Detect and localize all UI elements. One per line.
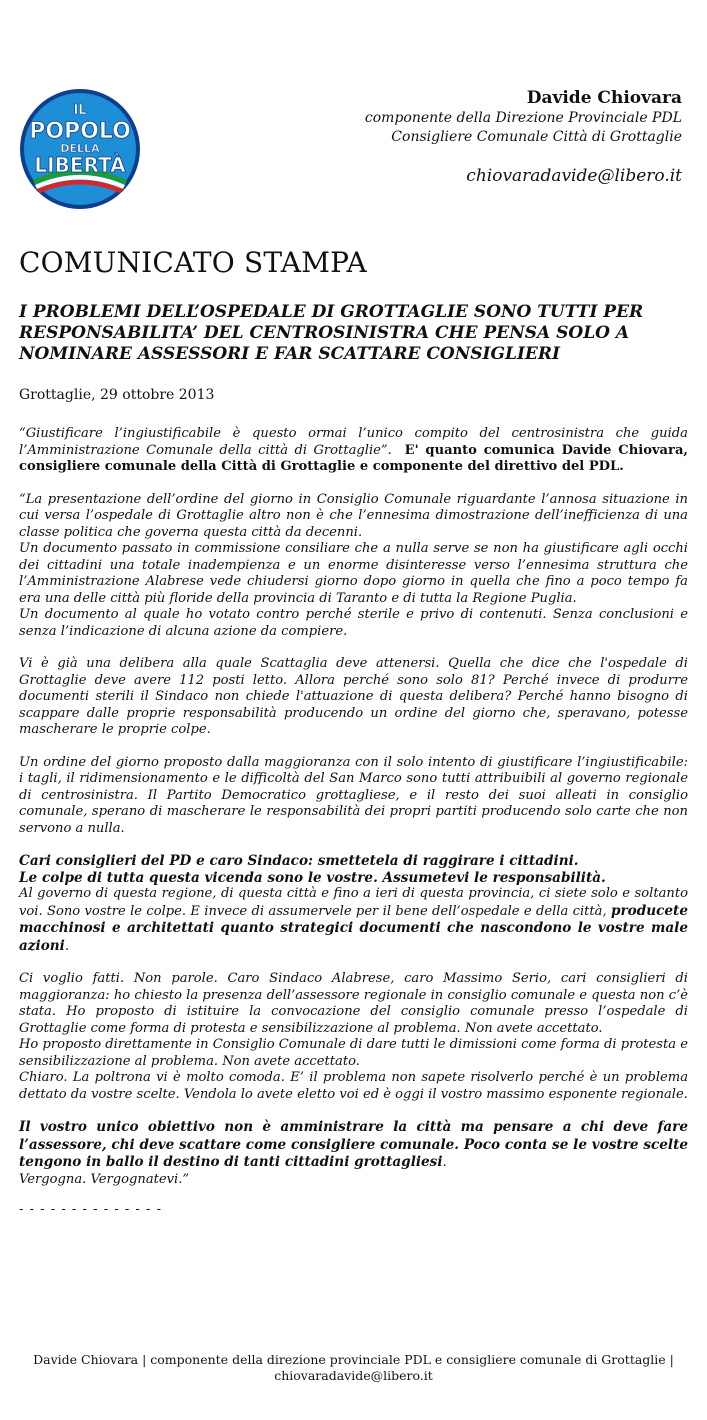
- author-role-1: componente della Direzione Provinciale PDL: [364, 110, 682, 126]
- document-body: [19, 426, 688, 1219]
- author-email: chiovaradavide@libero.it: [466, 166, 682, 186]
- separator-line: - - - - - - - - - - - - - -: [19, 1202, 163, 1217]
- paragraph-13: Vergogna. Vergognatevi.”: [19, 1171, 190, 1187]
- logo-text-liberta: LIBERTÀ: [34, 153, 126, 177]
- paragraph-12: [19, 1119, 688, 1172]
- paragraph-7b: Le colpe di tutta questa vicenda sono le vostre. Assumetevi le responsabilità.: [19, 869, 606, 886]
- paragraph-8: [19, 886, 688, 955]
- paragraph-12-bold: Il vostro unico obiettivo non è amministrare la città ma pensare a chi deve fare l’assessore, chi deve scattare come consigliere comunale. Poco conta se le vostre scelte tengono in ballo il destino di tanti cittadini grottagliesi: [19, 1119, 688, 1170]
- logo-text-il: IL: [73, 103, 87, 118]
- author-role-2: Consigliere Comunale Città di Grottaglie: [391, 129, 682, 145]
- footer-line-2: chiovaradavide@libero.it: [274, 1368, 433, 1383]
- opening-attribution: E' quanto comunica Davide Chiovara, consigliere comunale della Città di Grottaglie e componente del direttivo del PDL.: [19, 442, 688, 474]
- pdl-logo: [19, 88, 141, 210]
- paragraph-8-end: .: [64, 938, 69, 954]
- paragraph-8-bold: producete macchinosi e architettati quanto strategici documenti che nascondono le vostre male azioni: [19, 902, 688, 954]
- paragraph-6: Un ordine del giorno proposto dalla maggioranza con il solo intento di giustificare l’ingiustificabile: i tagli, il ridimensionamento e le difficoltà del San Marco sono tutti attribuibili al governo regionale di centrosinistra. Il Partito Democratico grottagliese, e il resto dei suoi alleati in consiglio comunale, sperano di mascherare le responsabilità dei propri partiti producendo solo carte che non servono a nulla.: [19, 754, 688, 836]
- letterhead: [365, 87, 682, 187]
- page-footer: [0, 1352, 707, 1384]
- paragraph-5: Vi è già una delibera alla quale Scattaglia deve attenersi. Quella che dice che l'ospedale di Grottaglie deve avere 112 posti letto. Allora perché sono solo 81? Perché invece di produrre documenti sterili il Sindaco non chiede l'attuazione di questa delibera? Perché hanno bisogno di scappare dalle proprie responsabilità producendo un ordine del giorno che, speravano, potesse mascherare le proprie colpe.: [19, 656, 688, 737]
- pdl-logo-graphic: [19, 88, 141, 210]
- paragraph-10: Ho proposto direttamente in Consiglio Comunale di dare tutti le dimissioni come forma di protesta e sensibilizzazione al problema. Non avete accettato.: [19, 1037, 688, 1069]
- paragraph-11: Chiaro. La poltrona vi è molto comoda. E’ il problema non sapete risolverlo perché è un problema dettato da vostre scelte. Vendola lo avete eletto voi ed è oggi il vostro massimo esponente regionale.: [19, 1070, 688, 1102]
- logo-text-della: DELLA: [60, 142, 100, 155]
- date-line: Grottaglie, 29 ottobre 2013: [19, 387, 215, 403]
- paragraph-1: [19, 426, 688, 476]
- opening-quote: “Giustificare l’ingiustificabile è questo ormai l’unico compito del centrosinistra che guida l’Amministrazione Comunale della città di Grottaglie”.: [19, 426, 688, 458]
- paragraph-12-end: .: [442, 1155, 447, 1170]
- footer-line-1: Davide Chiovara | componente della direzione provinciale PDL e consigliere comunale di Grottaglie |: [33, 1352, 674, 1367]
- document-title: COMUNICATO STAMPA: [19, 246, 367, 279]
- author-name: Davide Chiovara: [526, 88, 682, 108]
- paragraph-7a: Cari consiglieri del PD e caro Sindaco: smettetela di raggirare i cittadini.: [19, 853, 579, 869]
- logo-text-popolo: POPOLO: [29, 119, 131, 144]
- paragraph-9: Ci voglio fatti. Non parole. Caro Sindaco Alabrese, caro Massimo Serio, cari consiglieri di maggioranza: ho chiesto la presenza dell’assessore regionale in consiglio comunale e questa non c’è stata. Ho proposto di istituire la convocazione del consiglio comunale presso l’ospedale di Grottaglie come forma di protesta e sensibilizzazione al problema. Non avete accettato.: [19, 971, 688, 1036]
- paragraph-4: Un documento al quale ho votato contro perché sterile e privo di contenuti. Senza conclusioni e senza l’indicazione di alcuna azione da compiere.: [19, 607, 688, 639]
- paragraph-3: Un documento passato in commissione consiliare che a nulla serve se non ha giustificare agli occhi dei cittadini una totale inadempienza e un enorme disinteresse verso l’ennesima struttura che l’Amministrazione Alabrese vede chiudersi giorno dopo giorno in quella che fino a poco tempo fa era una delle città più floride della provincia di Taranto e di tutta la Regione Puglia.: [19, 541, 688, 606]
- paragraph-2: “La presentazione dell’ordine del giorno in Consiglio Comunale riguardante l’annosa situazione in cui versa l’ospedale di Grottaglie altro non è che l’ennesima dimostrazione dell’inefficienza di una classe politica che governa questa città da decenni.: [19, 491, 688, 540]
- headline: I PROBLEMI DELL’OSPEDALE DI GROTTAGLIE SONO TUTTI PER RESPONSABILITA’ DEL CENTROSINISTRA CHE PENSA SOLO A NOMINARE ASSESSORI E FAR SCATTARE CONSIGLIERI: [19, 302, 644, 364]
- paragraph-8-text: Al governo di questa regione, di questa città e fino a ieri di questa provincia, ci siete solo e soltanto voi. Sono vostre le colpe. E invece di assumervele per il bene dell’ospedale e della città,: [19, 886, 688, 919]
